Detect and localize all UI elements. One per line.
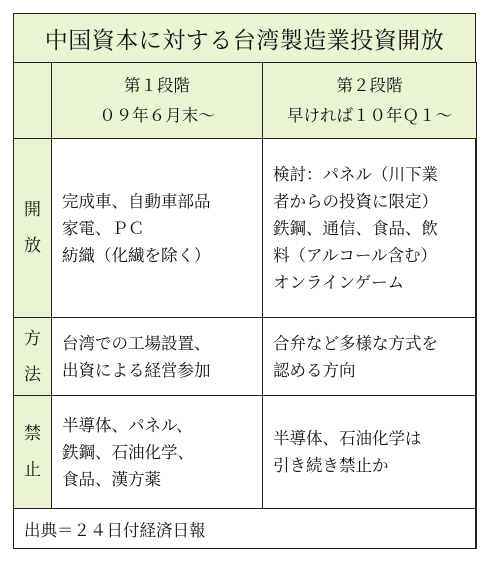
cell-method-stage2 [263,318,477,396]
row-label-char: 止 [24,460,41,480]
cell-open-stage2 [263,139,477,318]
row-prohibited [14,396,477,509]
column-header-line: 第２段階 [336,75,403,95]
investment-table [13,62,477,549]
cell-prohibited-stage2 [263,396,477,509]
cell-line: 半導体、パネル、 [62,415,193,435]
column-header-line: ０９年６月末〜 [99,105,215,125]
cell-method-stage1 [52,318,263,396]
cell-open-stage1 [52,139,263,318]
cell-line: 者からの投資に限定） [273,191,438,211]
cell-line: 家電、ＰＣ [62,218,145,238]
row-label-char: 放 [24,236,41,256]
cell-line: 検討：パネル（川下業 [273,164,438,184]
row-label-method [14,318,52,396]
cell-line: 合弁など多様な方式を [273,333,438,353]
column-header-stage1 [52,63,263,139]
row-label-char: 方 [24,328,41,349]
row-label-char: 法 [24,364,41,385]
cell-line: 出資による経営参加 [62,360,211,380]
cell-line: 紡織（化繊を除く） [62,245,211,265]
row-label-char: 禁 [24,424,41,444]
source-row [14,509,477,549]
row-method [14,318,477,396]
cell-line: 食品、漢方薬 [62,469,161,489]
cell-line: オンラインゲーム [273,272,405,292]
column-header-line: 早ければ１０年Ｑ１〜 [287,105,452,125]
cell-line: 半導体、石油化学は [273,429,422,448]
row-label-prohibited [14,396,52,509]
cell-line: 鉄鋼、通信、食品、飲 [273,218,438,238]
row-label-char: 開 [24,200,41,220]
cell-line: 鉄鋼、石油化学、 [62,442,194,462]
row-open [14,139,477,318]
source-note: 出典＝２４日付経済日報 [14,509,477,549]
header-row [14,63,477,139]
cell-line: 引き続き禁止か [273,456,389,475]
table-title: 中国資本に対する台湾製造業投資開放 [13,13,476,63]
column-header-line: 第１段階 [124,75,190,95]
row-label-open [14,139,52,318]
cell-line: 台湾での工場設置、 [62,333,211,353]
corner-cell [14,63,52,139]
cell-line: 完成車、自動車部品 [62,191,211,211]
cell-line: 料（アルコール含む） [273,245,438,265]
cell-prohibited-stage1 [52,396,263,509]
cell-line: 認める方向 [273,360,356,380]
column-header-stage2 [263,63,477,139]
